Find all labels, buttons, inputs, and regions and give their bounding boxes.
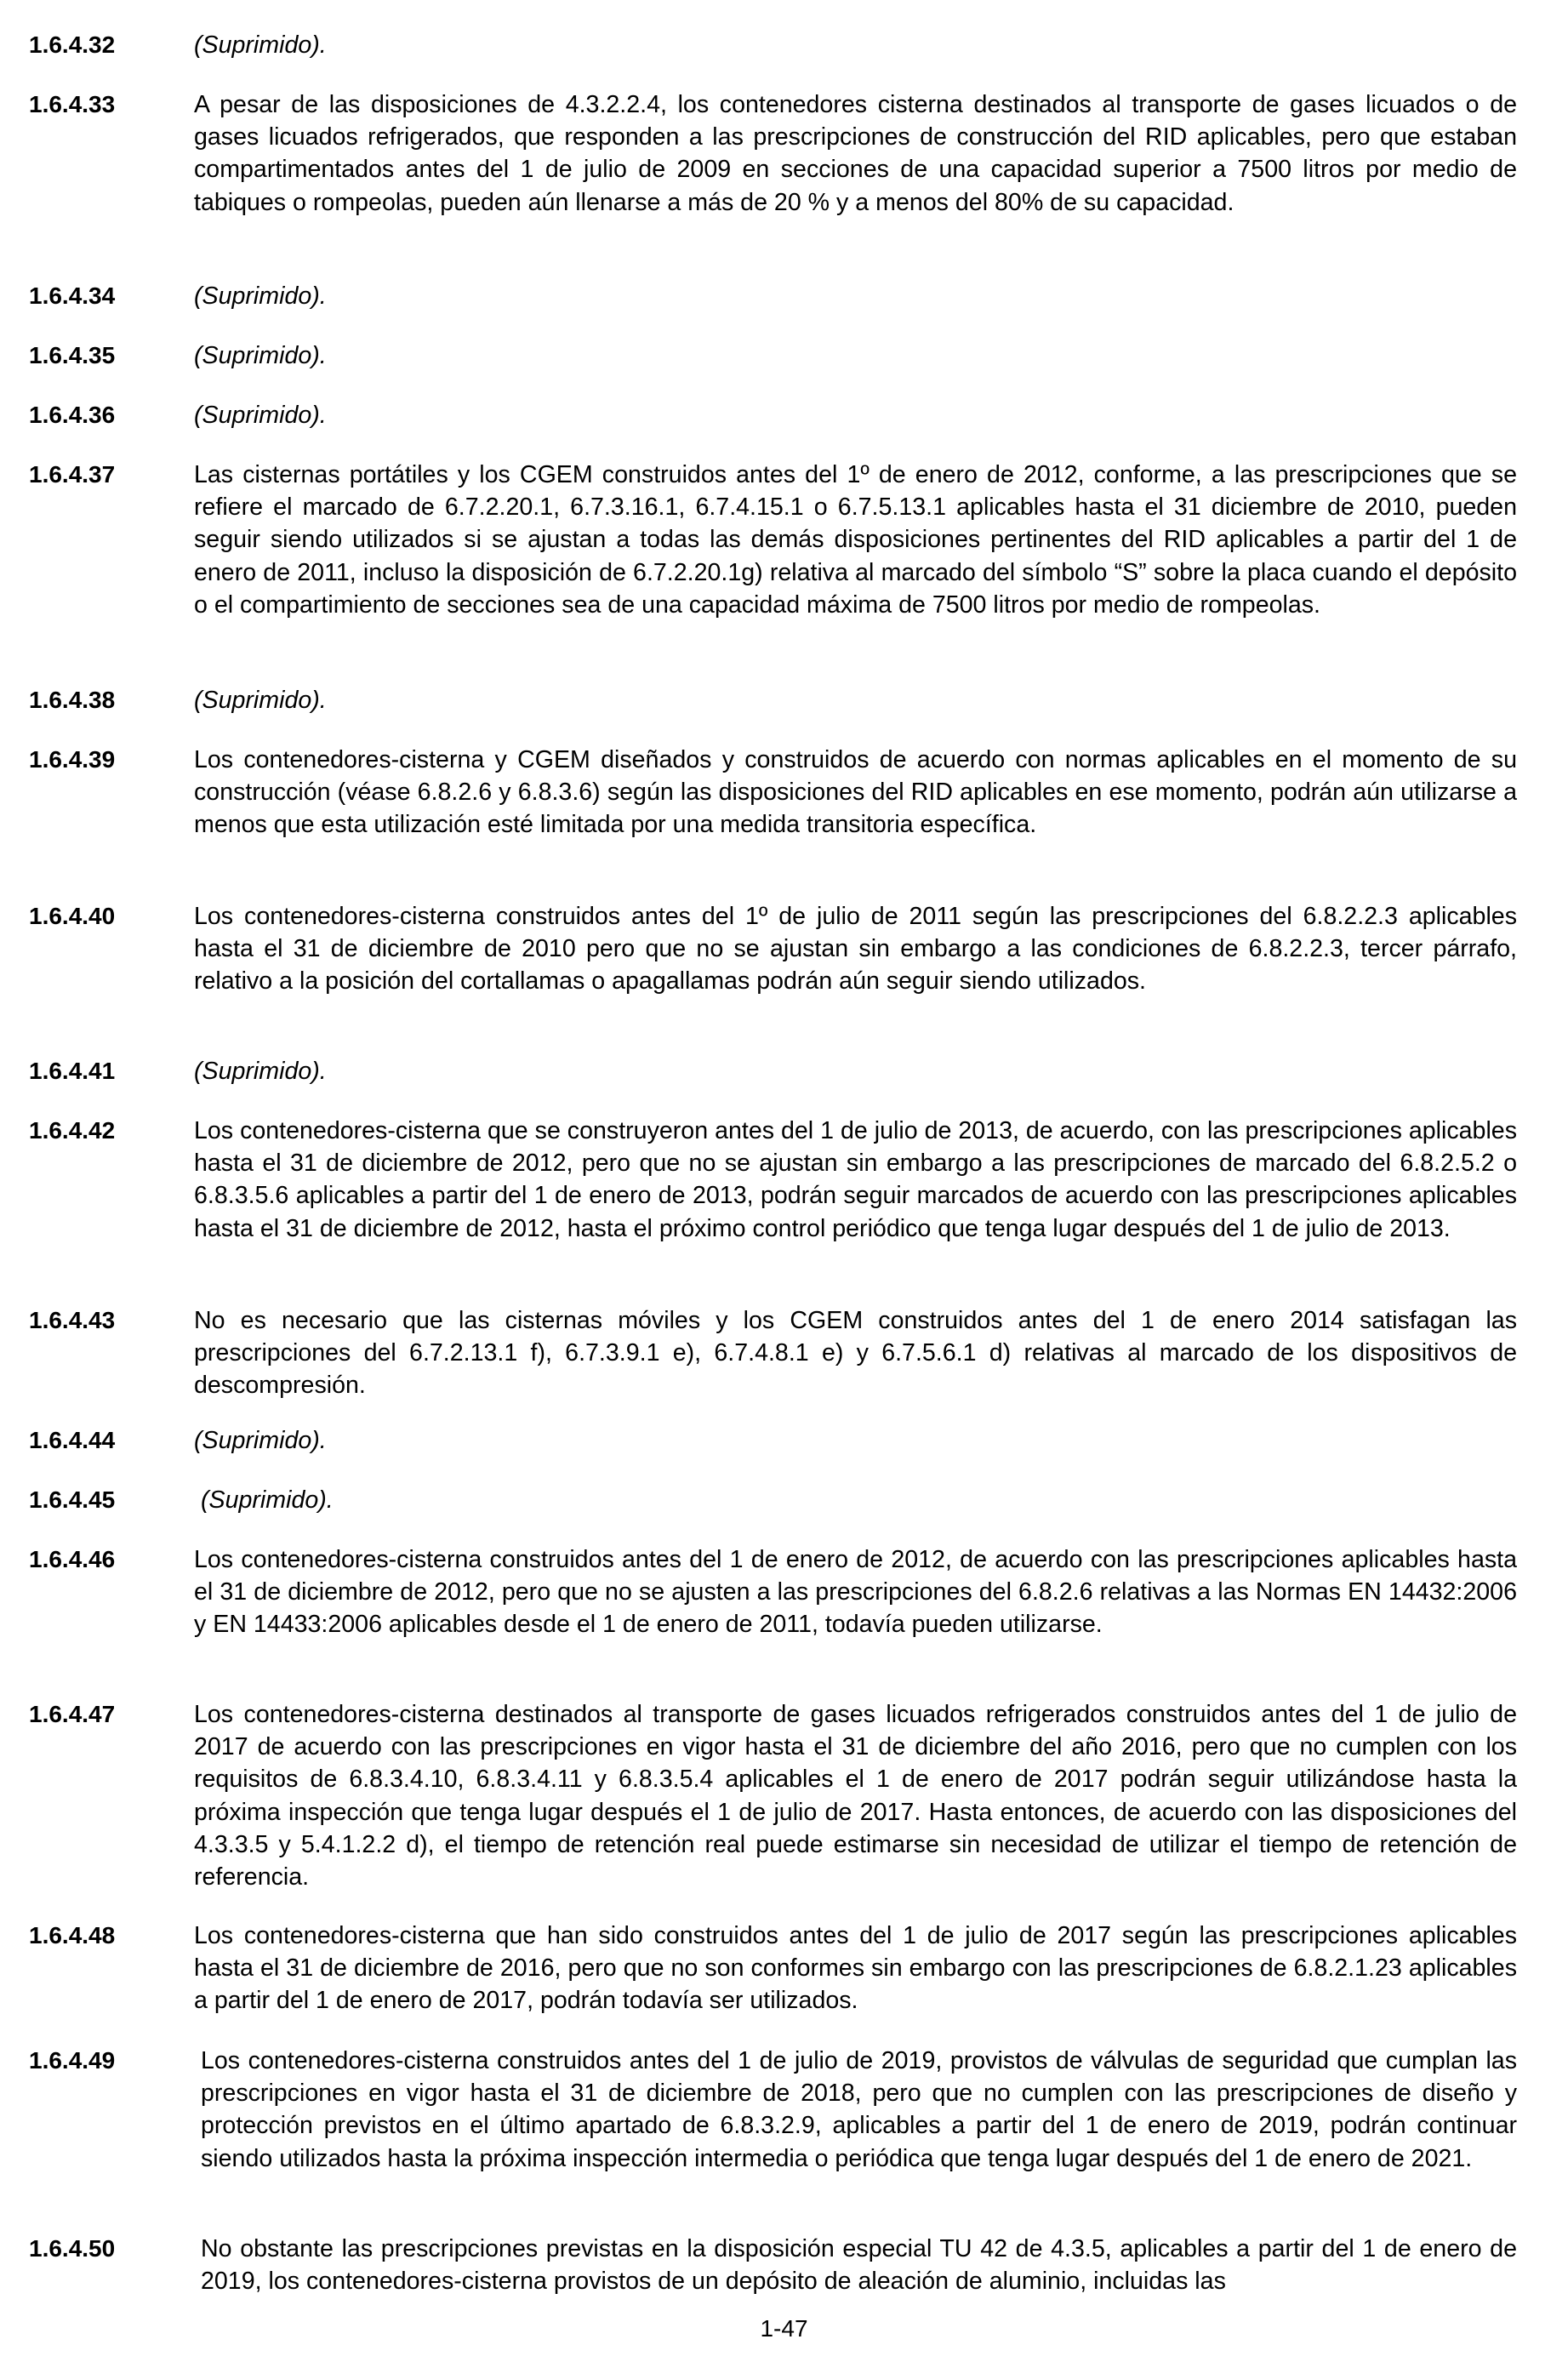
section-number: 1.6.4.33 bbox=[29, 91, 116, 117]
section-text: (Suprimido). bbox=[194, 687, 327, 714]
section-number: 1.6.4.32 bbox=[29, 31, 116, 58]
section-number: 1.6.4.49 bbox=[29, 2047, 116, 2074]
section-number: 1.6.4.43 bbox=[29, 1307, 116, 1333]
section-number: 1.6.4.40 bbox=[29, 903, 116, 929]
section-number: 1.6.4.36 bbox=[29, 402, 116, 428]
section-number: 1.6.4.38 bbox=[29, 687, 116, 713]
section-text: (Suprimido). bbox=[194, 402, 327, 429]
section-text: (Suprimido). bbox=[194, 1058, 327, 1085]
section-text: Los contenedores-cisterna que se construyeron antes del 1 de julio de 2013, de acuerdo, con las prescripciones aplicables hasta el 31 de diciembre de 2012, pero que no se ajustan sin embargo a las prescripciones de marcado del 6.8.2.5.2 o 6.8.3.5.6 aplicables a partir del 1 de enero de 2013, podrán seguir marcados de acuerdo con las prescripciones aplicables hasta el 31 de diciembre de 2012, hasta el próximo control periódico que tenga lugar después del 1 de julio de 2013. bbox=[194, 1117, 1517, 1242]
section-number: 1.6.4.46 bbox=[29, 1546, 116, 1572]
section-number: 1.6.4.42 bbox=[29, 1117, 116, 1144]
section-number: 1.6.4.35 bbox=[29, 342, 116, 368]
section-text: (Suprimido). bbox=[194, 342, 327, 369]
section-text: No obstante las prescripciones previstas en la disposición especial TU 42 de 4.3.5, aplicables a partir del 1 de enero de 2019, los contenedores-cisterna provistos de un depósito de aleación de aluminio, incluidas las bbox=[201, 2235, 1517, 2296]
page-number: 1-47 bbox=[760, 2315, 808, 2342]
section-text: (Suprimido). bbox=[201, 1486, 334, 1514]
section-text: A pesar de las disposiciones de 4.3.2.2.4, los contenedores cisterna destinados al transporte de gases licuados o de gases licuados refrigerados, que responden a las prescripciones de construcción del RID aplicables, pero que estaban compartimentados antes del 1 de julio de 2009 en secciones de una capacidad superior a 7500 litros por medio de tabiques o rompeolas, pueden aún llenarse a más de 20 % y a menos del 80% de su capacidad. bbox=[194, 91, 1517, 216]
section-number: 1.6.4.50 bbox=[29, 2235, 116, 2262]
section-number: 1.6.4.45 bbox=[29, 1486, 116, 1513]
section-text: (Suprimido). bbox=[194, 31, 327, 59]
section-text: (Suprimido). bbox=[194, 282, 327, 310]
section-number: 1.6.4.44 bbox=[29, 1427, 116, 1453]
section-text: (Suprimido). bbox=[194, 1427, 327, 1454]
section-text: Los contenedores-cisterna construidos antes del 1 de julio de 2019, provistos de válvulas de seguridad que cumplan las prescripciones en vigor hasta el 31 de diciembre de 2018, pero que no cumplen con las prescripciones de diseño y protección previstos en el último apartado de 6.8.3.2.9, aplicables a partir del 1 de enero de 2019, podrán continuar siendo utilizados hasta la próxima inspección intermedia o periódica que tenga lugar después del 1 de enero de 2021. bbox=[201, 2047, 1517, 2172]
section-text: Los contenedores-cisterna construidos antes del 1 de enero de 2012, de acuerdo con las prescripciones aplicables hasta el 31 de diciembre de 2012, pero que no se ajusten a las prescripciones del 6.8.2.6 relativas a las Normas EN 14432:2006 y EN 14433:2006 aplicables desde el 1 de enero de 2011, todavía pueden utilizarse. bbox=[194, 1546, 1517, 1639]
section-text: Las cisternas portátiles y los CGEM construidos antes del 1º de enero de 2012, conforme, a las prescripciones que se refiere el marcado de 6.7.2.20.1, 6.7.3.16.1, 6.7.4.15.1 o 6.7.5.13.1 aplicables hasta el 31 diciembre de 2010, pueden seguir siendo utilizados si se ajustan a todas las demás disposiciones pertinentes del RID aplicables a partir del 1 de enero de 2011, incluso la disposición de 6.7.2.20.1g) relativa al marcado del símbolo “S” sobre la placa cuando el depósito o el compartimiento de secciones sea de una capacidad máxima de 7500 litros por medio de rompeolas. bbox=[194, 461, 1517, 619]
section-number: 1.6.4.41 bbox=[29, 1058, 116, 1084]
section-number: 1.6.4.34 bbox=[29, 282, 116, 309]
section-text: Los contenedores-cisterna y CGEM diseñados y construidos de acuerdo con normas aplicables en el momento de su construcción (véase 6.8.2.6 y 6.8.3.6) según las disposiciones del RID aplicables en ese momento, podrán aún utilizarse a menos que esta utilización esté limitada por una medida transitoria específica. bbox=[194, 746, 1517, 839]
section-number: 1.6.4.48 bbox=[29, 1922, 116, 1948]
section-number: 1.6.4.39 bbox=[29, 746, 116, 773]
section-text: Los contenedores-cisterna destinados al transporte de gases licuados refrigerados construidos antes del 1 de julio de 2017 de acuerdo con las prescripciones en vigor hasta el 31 de diciembre del año 2016, pero que no cumplen con los requisitos de 6.8.3.4.10, 6.8.3.4.11 y 6.8.3.5.4 aplicables el 1 de enero de 2017 podrán seguir utilizándose hasta la próxima inspección que tenga lugar después el 1 de julio de 2017. Hasta entonces, de acuerdo con las disposiciones del 4.3.3.5 y 5.4.1.2.2 d), el tiempo de retención real puede estimarse sin necesidad de utilizar el tiempo de retención de referencia. bbox=[194, 1701, 1517, 1891]
section-text: Los contenedores-cisterna construidos antes del 1º de julio de 2011 según las prescripciones del 6.8.2.2.3 aplicables hasta el 31 de diciembre de 2010 pero que no se ajustan sin embargo a las condiciones de 6.8.2.2.3, tercer párrafo, relativo a la posición del cortallamas o apagallamas podrán aún seguir siendo utilizados. bbox=[194, 903, 1517, 996]
section-text: Los contenedores-cisterna que han sido construidos antes del 1 de julio de 2017 según las prescripciones aplicables hasta el 31 de diciembre de 2016, pero que no son conformes sin embargo con las prescripciones de 6.8.2.1.23 aplicables a partir del 1 de enero de 2017, podrán todavía ser utilizados. bbox=[194, 1922, 1517, 2015]
section-number: 1.6.4.37 bbox=[29, 461, 116, 488]
section-text: No es necesario que las cisternas móviles y los CGEM construidos antes del 1 de enero 2014 satisfagan las prescripciones del 6.7.2.13.1 f), 6.7.3.9.1 e), 6.7.4.8.1 e) y 6.7.5.6.1 d) relativas al marcado de los dispositivos de descompresión. bbox=[194, 1307, 1517, 1400]
section-number: 1.6.4.47 bbox=[29, 1701, 116, 1727]
